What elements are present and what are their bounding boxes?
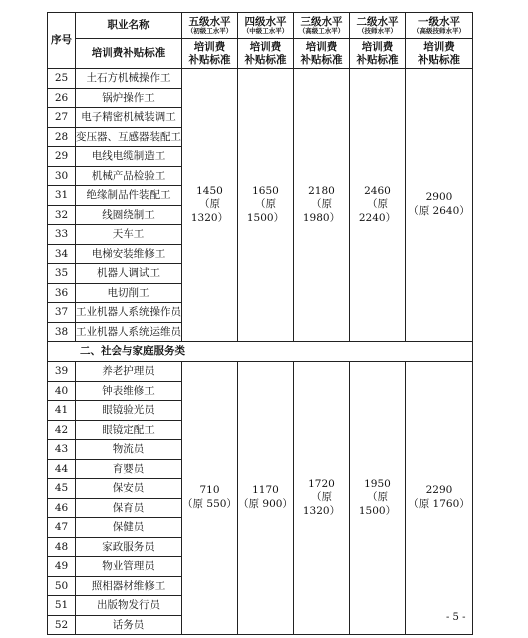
row-number: 42 <box>48 420 76 440</box>
row-number: 30 <box>48 166 76 186</box>
table-row <box>48 69 473 89</box>
job-name: 工业机器人系统运维员 <box>76 322 182 342</box>
subsidy-value: 1720 <box>308 477 335 490</box>
subsidy-original-value: （原 1320） <box>302 491 341 517</box>
row-number: 35 <box>48 264 76 284</box>
subsidy-original-value: （原 1980） <box>302 198 341 224</box>
row-number: 50 <box>48 576 76 596</box>
job-name: 眼镜验光员 <box>76 401 182 421</box>
subsidy-value: 2180 <box>308 184 335 197</box>
job-name: 土石方机械操作工 <box>76 69 182 89</box>
subsidy-value-cell <box>294 362 350 635</box>
job-name: 机械产品检验工 <box>76 166 182 186</box>
row-number: 49 <box>48 557 76 577</box>
job-name: 保安员 <box>76 479 182 499</box>
job-name: 天车工 <box>76 225 182 245</box>
row-number: 31 <box>48 186 76 206</box>
row-number: 51 <box>48 596 76 616</box>
job-name: 电线电缆制造工 <box>76 147 182 167</box>
row-number: 34 <box>48 244 76 264</box>
job-name: 照相器材维修工 <box>76 576 182 596</box>
category-heading: 二、社会与家庭服务类 <box>48 342 473 362</box>
subsidy-original-value: （原 1320） <box>190 198 229 224</box>
subsidy-value-cell <box>182 69 238 342</box>
subsidy-value: 2290 <box>425 484 453 497</box>
job-name: 保健员 <box>76 518 182 538</box>
job-name: 电子精密机械装调工 <box>76 108 182 128</box>
row-number: 29 <box>48 147 76 167</box>
group-b-rows <box>48 362 473 635</box>
header-std-3: 培训费 补贴标准 <box>294 39 350 69</box>
job-name: 锅炉操作工 <box>76 88 182 108</box>
subsidy-original-value: （原 1500） <box>358 491 397 517</box>
header-job-name: 职业名称 <box>76 13 182 39</box>
page-number: - 5 - <box>446 612 466 623</box>
job-name: 保育员 <box>76 498 182 518</box>
header-level-4: 四级水平 （中级工水平） <box>238 13 294 39</box>
row-number: 40 <box>48 381 76 401</box>
row-number: 43 <box>48 440 76 460</box>
subsidy-value: 1450 <box>196 184 223 197</box>
header-level-1: 一级水平 （高级技师水平） <box>406 13 473 39</box>
header-std-1: 培训费 补贴标准 <box>406 39 473 69</box>
subsidy-value-cell <box>182 362 238 635</box>
subsidy-value-cell <box>238 69 294 342</box>
job-name: 变压器、互感器装配工 <box>76 127 182 147</box>
subsidy-original-value: （原 900） <box>238 498 293 510</box>
job-name: 眼镜定配工 <box>76 420 182 440</box>
job-name: 养老护理员 <box>76 362 182 382</box>
row-number: 27 <box>48 108 76 128</box>
job-name: 机器人调试工 <box>76 264 182 284</box>
subsidy-original-value: （原 550） <box>182 498 237 510</box>
row-number: 37 <box>48 303 76 323</box>
subsidy-value-cell <box>350 362 406 635</box>
subsidy-value: 2460 <box>364 184 391 197</box>
header-level-2: 二级水平 （技师水平） <box>350 13 406 39</box>
header-seq: 序号 <box>48 13 76 69</box>
table-row <box>48 362 473 382</box>
subsidy-original-value: （原 2240） <box>358 198 397 224</box>
row-number: 41 <box>48 401 76 421</box>
job-name: 线圈绕制工 <box>76 205 182 225</box>
job-name: 钟表维修工 <box>76 381 182 401</box>
job-name: 物业管理员 <box>76 557 182 577</box>
row-number: 32 <box>48 205 76 225</box>
row-number: 44 <box>48 459 76 479</box>
header-std-2: 培训费 补贴标准 <box>350 39 406 69</box>
row-number: 46 <box>48 498 76 518</box>
subsidy-value: 1170 <box>252 484 279 497</box>
header-std-4: 培训费 补贴标准 <box>238 39 294 69</box>
subsidy-value: 710 <box>199 484 220 497</box>
row-number: 39 <box>48 362 76 382</box>
job-name: 绝缘制品件装配工 <box>76 186 182 206</box>
subsidy-value: 2900 <box>425 191 453 204</box>
job-name: 电梯安装维修工 <box>76 244 182 264</box>
job-name: 话务员 <box>76 615 182 635</box>
header-std-5: 培训费 补贴标准 <box>182 39 238 69</box>
job-name: 出版物发行员 <box>76 596 182 616</box>
row-number: 48 <box>48 537 76 557</box>
subsidy-value-cell <box>238 362 294 635</box>
job-name: 电切削工 <box>76 283 182 303</box>
subsidy-original-value: （原 2640） <box>408 205 470 217</box>
job-name: 家政服务员 <box>76 537 182 557</box>
header-level-3: 三级水平 （高级工水平） <box>294 13 350 39</box>
subsidy-table <box>47 12 473 635</box>
row-number: 26 <box>48 88 76 108</box>
subsidy-value: 1650 <box>252 184 279 197</box>
subsidy-value: 1950 <box>364 477 391 490</box>
subsidy-value-cell <box>406 362 473 635</box>
group-a-rows <box>48 69 473 342</box>
row-number: 36 <box>48 283 76 303</box>
subsidy-original-value: （原 1500） <box>246 198 285 224</box>
job-name: 物流员 <box>76 440 182 460</box>
subsidy-value-cell <box>350 69 406 342</box>
subsidy-value-cell <box>294 69 350 342</box>
job-name: 育婴员 <box>76 459 182 479</box>
row-number: 38 <box>48 322 76 342</box>
row-number: 25 <box>48 69 76 89</box>
row-number: 33 <box>48 225 76 245</box>
row-number: 45 <box>48 479 76 499</box>
job-name: 工业机器人系统操作员 <box>76 303 182 323</box>
subsidy-original-value: （原 1760） <box>408 498 470 510</box>
row-number: 52 <box>48 615 76 635</box>
header-level-5: 五级水平 （初级工水平） <box>182 13 238 39</box>
row-number: 28 <box>48 127 76 147</box>
header-subsidy: 培训费补贴标准 <box>76 39 182 69</box>
subsidy-value-cell <box>406 69 473 342</box>
row-number: 47 <box>48 518 76 538</box>
